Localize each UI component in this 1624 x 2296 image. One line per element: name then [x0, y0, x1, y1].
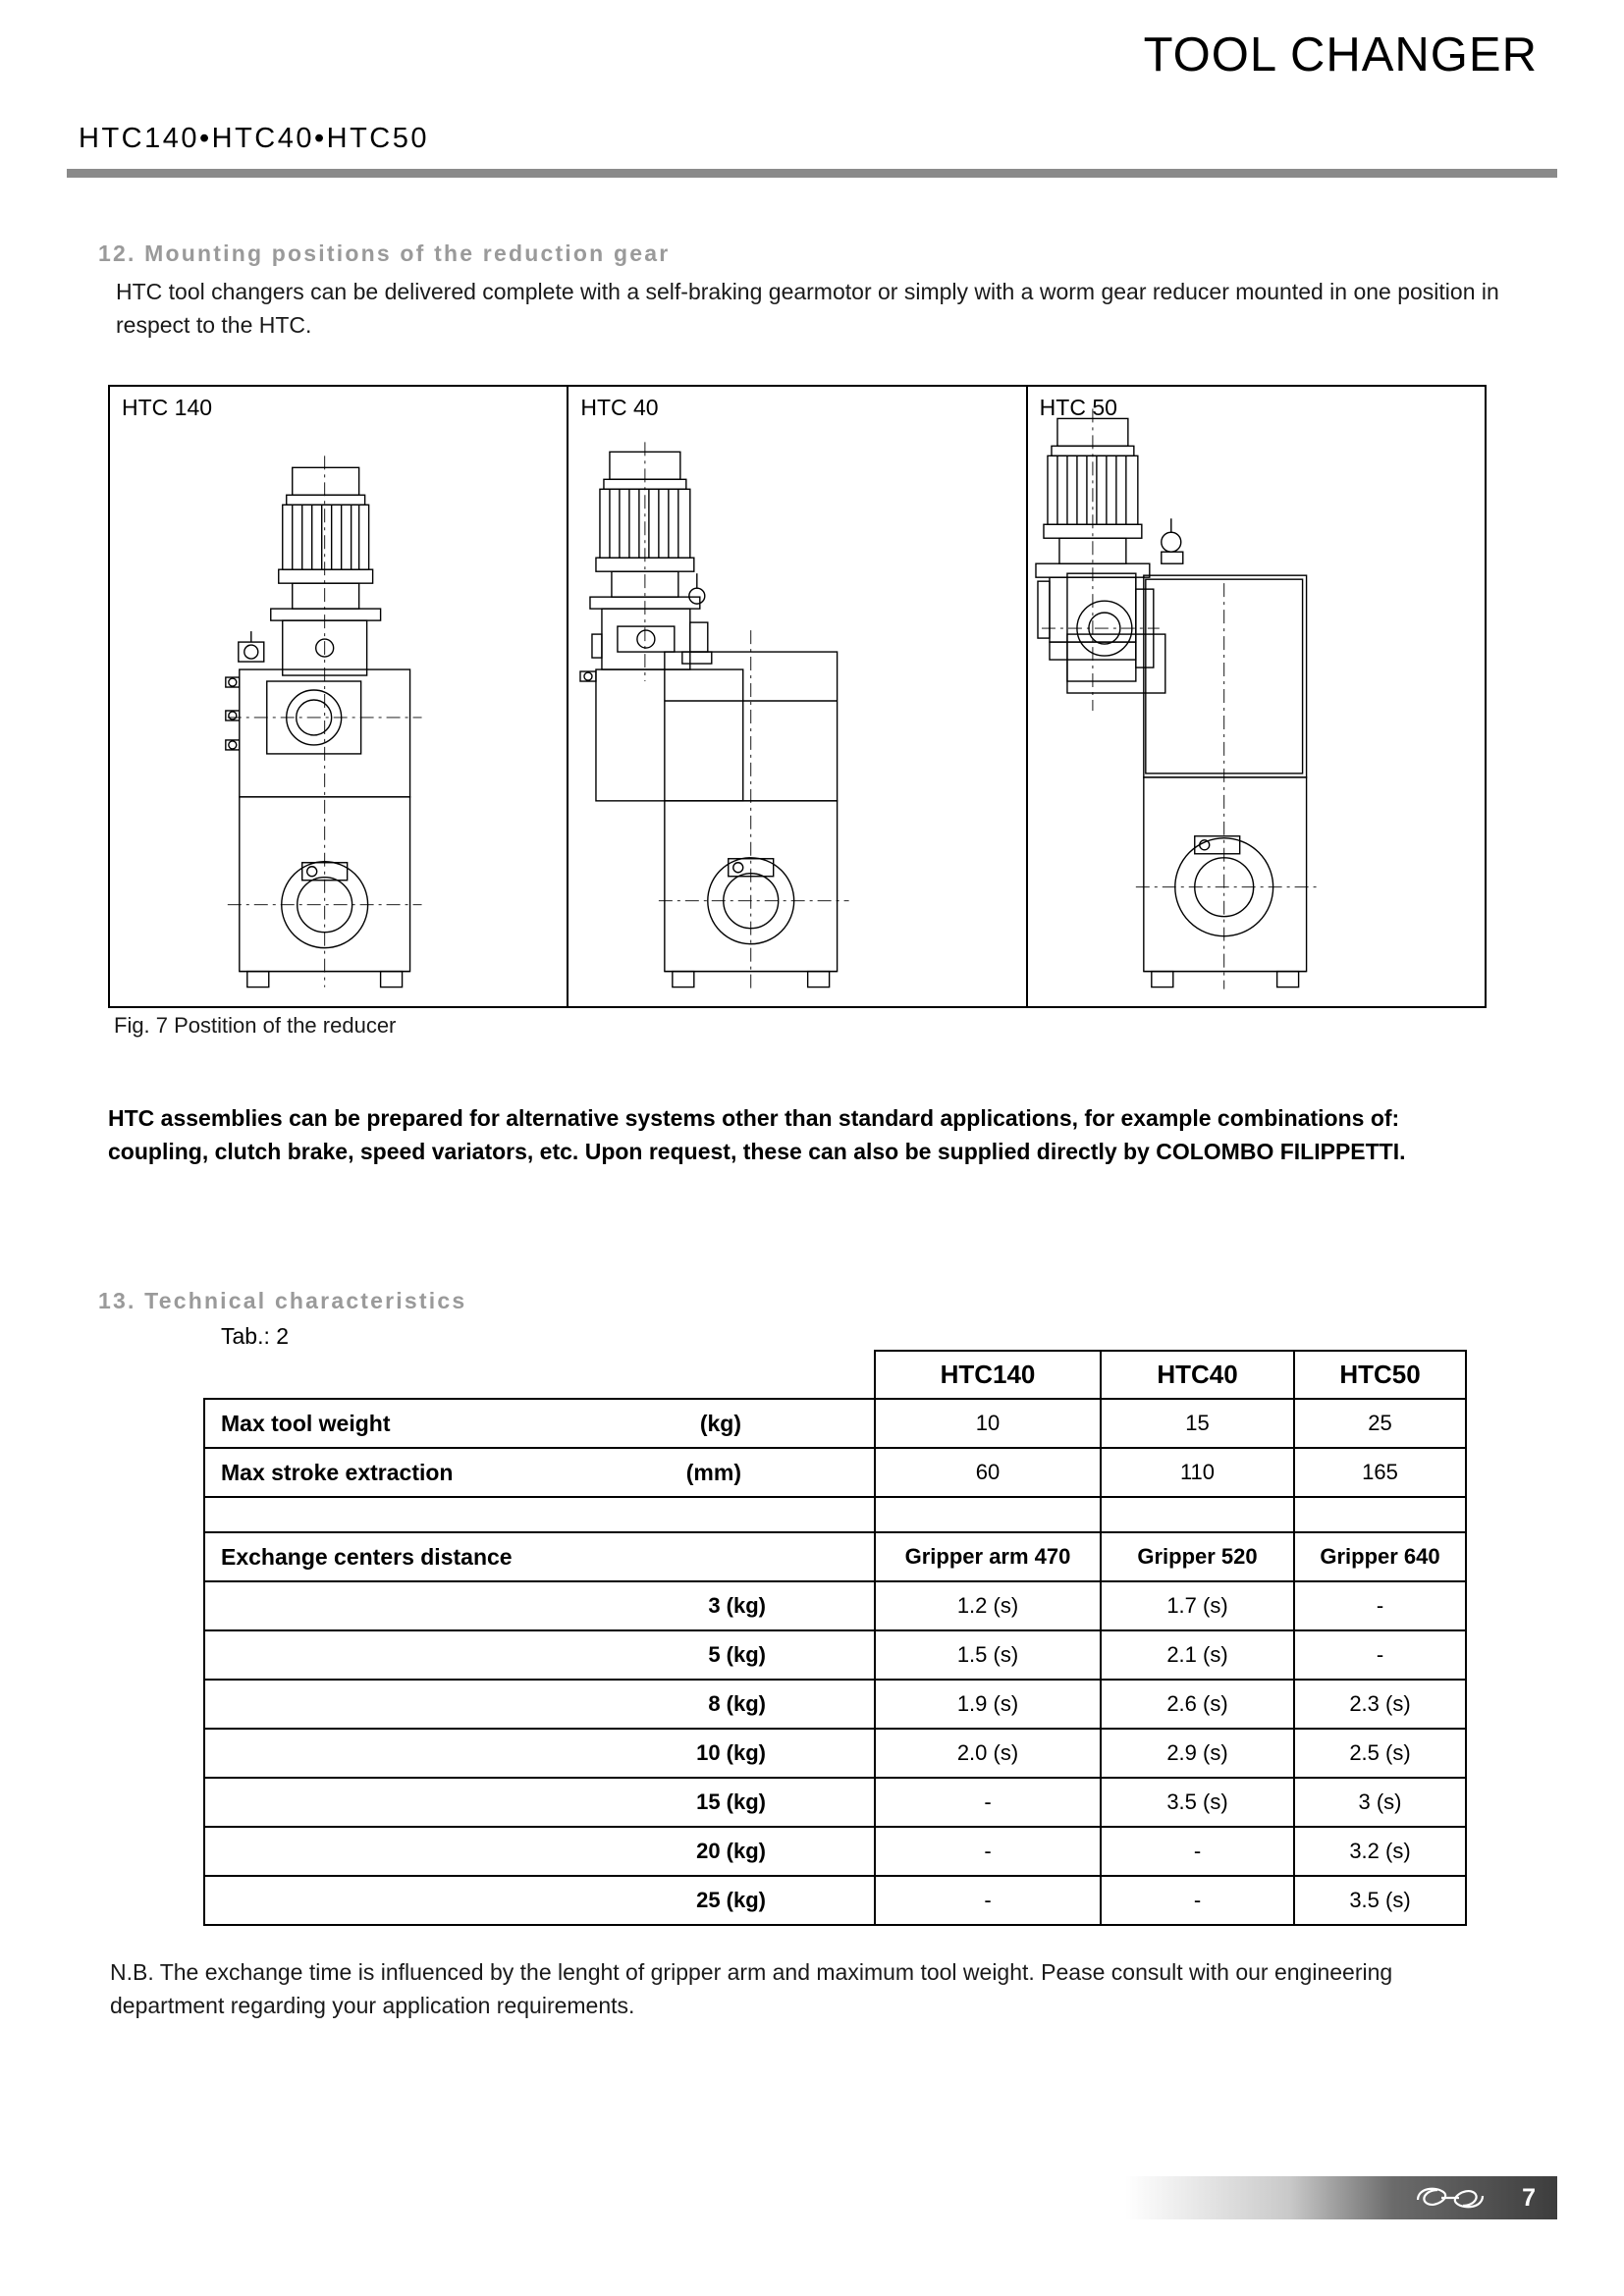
figure-7-container [108, 385, 1487, 1008]
page-title: TOOL CHANGER [1143, 28, 1538, 81]
row-unit-text: (mm) [685, 1459, 741, 1485]
table-row [204, 1581, 1466, 1630]
row-label-max-stroke-extraction [204, 1448, 875, 1497]
table-header-cell-blank [204, 1351, 875, 1399]
spacer-cell [875, 1497, 1101, 1532]
company-logo-icon [1412, 2180, 1489, 2216]
table-spacer-row [204, 1497, 1466, 1532]
cell-value: 3.5 (s) [1294, 1876, 1466, 1925]
cell-value: 110 [1101, 1448, 1294, 1497]
cell-value: 2.0 (s) [875, 1729, 1101, 1778]
figure-cell-htc40 [567, 387, 1025, 1006]
row-unit-text: (kg) [699, 1410, 741, 1436]
spacer-cell [1294, 1497, 1466, 1532]
cell-value: 2.9 (s) [1101, 1729, 1294, 1778]
table-row [204, 1876, 1466, 1925]
row-label-text: Max tool weight [221, 1410, 391, 1436]
htc40-drawing [568, 387, 1025, 1006]
table-subheader-row [204, 1532, 1466, 1581]
subheader-gripper-arm-470: Gripper arm 470 [875, 1532, 1101, 1581]
cell-value: 15 [1101, 1399, 1294, 1448]
cell-value: - [875, 1876, 1101, 1925]
row-label-exchange-centers-distance: Exchange centers distance [204, 1532, 875, 1581]
table-row [204, 1399, 1466, 1448]
row-label-text: Max stroke extraction [221, 1459, 454, 1485]
table-row [204, 1827, 1466, 1876]
section-13-heading: 13. Technical characteristics [98, 1288, 467, 1313]
cell-value: 25 [1294, 1399, 1466, 1448]
htc140-drawing [110, 387, 567, 1006]
cell-value: - [1294, 1630, 1466, 1680]
subheader-gripper-520: Gripper 520 [1101, 1532, 1294, 1581]
cell-value: 1.9 (s) [875, 1680, 1101, 1729]
table-header-cell-htc50: HTC50 [1294, 1351, 1466, 1399]
nb-note: N.B. The exchange time is influenced by the lenght of gripper arm and maximum tool weight. Pease consult with our engineering department regarding your application requirements. [110, 1959, 1393, 2018]
cell-value: 2.3 (s) [1294, 1680, 1466, 1729]
cell-value: - [1101, 1876, 1294, 1925]
cell-value: 1.5 (s) [875, 1630, 1101, 1680]
cell-value: 2.6 (s) [1101, 1680, 1294, 1729]
section-12-heading: 12. Mounting positions of the reduction gear [98, 240, 671, 266]
table-2-label: Tab.: 2 [221, 1323, 290, 1349]
row-label-weight: 25 (kg) [204, 1876, 875, 1925]
table-header-cell-htc140: HTC140 [875, 1351, 1101, 1399]
cell-value: 3.5 (s) [1101, 1778, 1294, 1827]
cell-value: - [875, 1827, 1101, 1876]
cell-value: 165 [1294, 1448, 1466, 1497]
figure-cell-label: HTC 50 [1039, 395, 1117, 420]
assemblies-note: HTC assemblies can be prepared for alternative systems other than standard applications, for example combinations of: coupling, clutch brake, speed variators, etc. Upon request, these can also be supplied directly by COLOMBO FILIPPETTI. [108, 1105, 1406, 1164]
page-header [0, 0, 1624, 177]
table-header-row [204, 1351, 1466, 1399]
table-row [204, 1729, 1466, 1778]
row-label-weight: 20 (kg) [204, 1827, 875, 1876]
page-number: 7 [1522, 2184, 1536, 2212]
row-label-weight: 15 (kg) [204, 1778, 875, 1827]
cell-value: 60 [875, 1448, 1101, 1497]
table-row [204, 1680, 1466, 1729]
cell-value: 3 (s) [1294, 1778, 1466, 1827]
row-label-max-tool-weight [204, 1399, 875, 1448]
section-12-intro-text: HTC tool changers can be delivered complete with a self-braking gearmotor or simply with a worm gear reducer mounted in one position in respect to the HTC. [116, 279, 1499, 338]
table-header-cell-htc40: HTC40 [1101, 1351, 1294, 1399]
figure-cell-htc50 [1026, 387, 1485, 1006]
figure-cell-htc140 [110, 387, 567, 1006]
figure-7-caption: Fig. 7 Postition of the reducer [114, 1013, 397, 1038]
table-row [204, 1630, 1466, 1680]
subheader-gripper-640: Gripper 640 [1294, 1532, 1466, 1581]
figure-cell-label: HTC 140 [122, 395, 213, 420]
cell-value: 2.1 (s) [1101, 1630, 1294, 1680]
cell-value: 3.2 (s) [1294, 1827, 1466, 1876]
figure-cell-label: HTC 40 [580, 395, 659, 420]
row-label-weight: 3 (kg) [204, 1581, 875, 1630]
footer-gradient-bar [1125, 2176, 1557, 2219]
header-divider [67, 169, 1557, 178]
row-label-weight: 5 (kg) [204, 1630, 875, 1680]
table-row [204, 1448, 1466, 1497]
cell-value: - [1294, 1581, 1466, 1630]
cell-value: 10 [875, 1399, 1101, 1448]
technical-characteristics-table [203, 1350, 1467, 1926]
product-models-subtitle: HTC140•HTC40•HTC50 [79, 123, 430, 154]
row-label-weight: 10 (kg) [204, 1729, 875, 1778]
table-row [204, 1778, 1466, 1827]
page-footer [1125, 2176, 1557, 2219]
spacer-cell [1101, 1497, 1294, 1532]
spacer-cell [204, 1497, 875, 1532]
cell-value: 2.5 (s) [1294, 1729, 1466, 1778]
cell-value: - [875, 1778, 1101, 1827]
cell-value: - [1101, 1827, 1294, 1876]
cell-value: 1.2 (s) [875, 1581, 1101, 1630]
cell-value: 1.7 (s) [1101, 1581, 1294, 1630]
row-label-weight: 8 (kg) [204, 1680, 875, 1729]
htc50-drawing [1028, 387, 1485, 1006]
